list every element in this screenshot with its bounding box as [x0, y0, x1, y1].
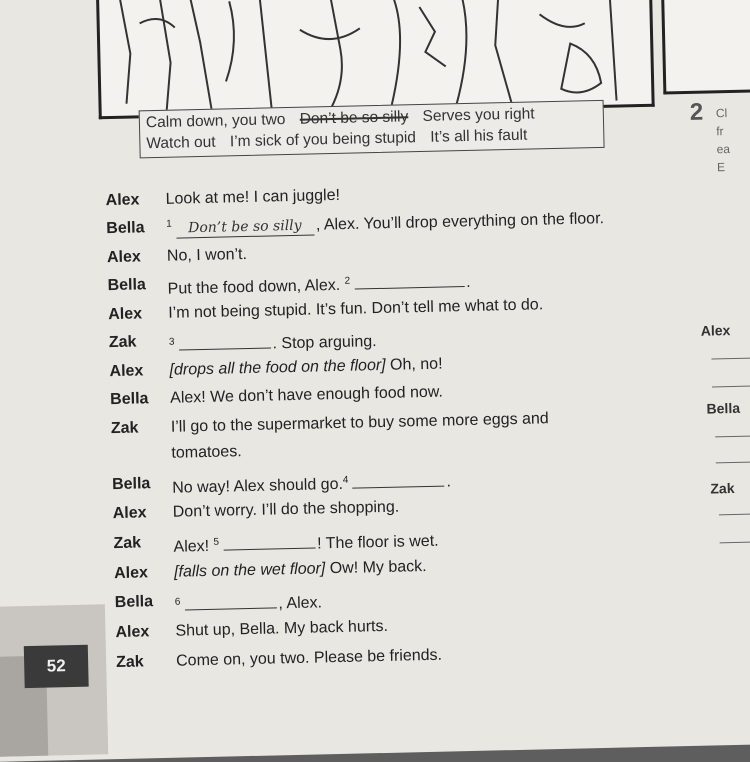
- speaker: Alex: [105, 191, 140, 210]
- side-label-bella: Bella: [706, 399, 741, 417]
- answer-gap[interactable]: Don’t be so silly: [176, 218, 314, 239]
- answer-gap[interactable]: [352, 469, 444, 489]
- line-text: Come on, you two. Please be friends.: [175, 646, 443, 670]
- phrase-box: [139, 100, 605, 159]
- line-text: , Alex. You’ll drop everything on the floor.: [315, 210, 605, 234]
- line-text: Ow! My back.: [325, 557, 427, 578]
- line-text: No, I won’t.: [166, 245, 248, 265]
- answer-gap[interactable]: [178, 330, 270, 350]
- exercise-number: 2: [689, 98, 704, 126]
- line-text: Alex! We don’t have enough food now.: [169, 383, 444, 407]
- speaker: Bella: [106, 219, 145, 238]
- text-fragment: E: [716, 160, 726, 175]
- gap-number: 4: [342, 474, 349, 486]
- phrase-sick-of-you: I’m sick of you being stupid: [229, 129, 417, 151]
- text-fragment: Cl: [715, 106, 728, 121]
- line-text-end: .: [446, 473, 452, 491]
- line-text: Put the food down, Alex.: [167, 276, 345, 298]
- line-text-end: .: [466, 273, 471, 292]
- speaker: Bella: [107, 276, 147, 295]
- speaker: Bella: [110, 390, 149, 409]
- stage-direction: [drops all the food on the floor]: [169, 356, 386, 379]
- page-number: 52: [24, 645, 89, 688]
- line-text: Alex!: [173, 537, 214, 556]
- speaker: Zak: [108, 333, 137, 352]
- line-text: Look at me! I can juggle!: [165, 186, 341, 208]
- phrase-watch-out: Watch out: [146, 133, 216, 153]
- speaker: Bella: [114, 593, 154, 612]
- line-text: Oh, no!: [385, 355, 443, 374]
- line-text: , Alex.: [278, 594, 323, 613]
- speaker: Alex: [108, 305, 143, 324]
- line-text: I’ll go to the supermarket to buy some more eggs and: [170, 410, 549, 436]
- line-text: . Stop arguing.: [272, 333, 377, 353]
- gap-number: 6: [174, 596, 181, 608]
- gap-number: 3: [168, 336, 175, 348]
- text-fragment: fr: [716, 124, 724, 139]
- phrase-his-fault: It’s all his fault: [430, 126, 528, 146]
- side-label-zak: Zak: [710, 479, 735, 497]
- answer-gap[interactable]: [184, 590, 276, 610]
- speaker: Zak: [110, 419, 139, 438]
- line-text: tomatoes.: [171, 443, 242, 462]
- speaker: Zak: [115, 653, 144, 672]
- gap-number: 5: [213, 536, 220, 548]
- illustration-panel-right: [661, 0, 750, 94]
- phrase-serves-you-right: Serves you right: [422, 105, 535, 125]
- text-fragment: ea: [716, 141, 731, 157]
- line-text: No way! Alex should go.: [172, 475, 344, 497]
- answer-gap[interactable]: [223, 531, 315, 551]
- line-text: I’m not being stupid. It’s fun. Don’t tell me what to do.: [168, 296, 544, 322]
- line-text-end: ! The floor is wet.: [316, 532, 439, 553]
- stage-direction: [falls on the wet floor]: [173, 560, 326, 581]
- side-answer-line: [719, 513, 750, 515]
- phrase-dont-be-so-silly: Don’t be so silly: [299, 108, 409, 128]
- speaker: Zak: [113, 534, 142, 553]
- speaker: Alex: [112, 504, 147, 523]
- phrase-calm-down: Calm down, you two: [145, 111, 286, 132]
- answer-gap[interactable]: [354, 269, 464, 289]
- side-label-alex: Alex: [700, 322, 731, 339]
- gap-number: 1: [166, 218, 172, 230]
- speaker: Alex: [113, 564, 149, 583]
- speaker: Bella: [111, 475, 151, 494]
- line-text: Don’t worry. I’ll do the shopping.: [172, 498, 400, 521]
- speaker: Alex: [115, 623, 150, 642]
- speaker: Alex: [109, 362, 144, 381]
- line-text: Shut up, Bella. My back hurts.: [175, 617, 389, 640]
- gap-number: 2: [344, 275, 351, 287]
- speaker: Alex: [106, 248, 141, 267]
